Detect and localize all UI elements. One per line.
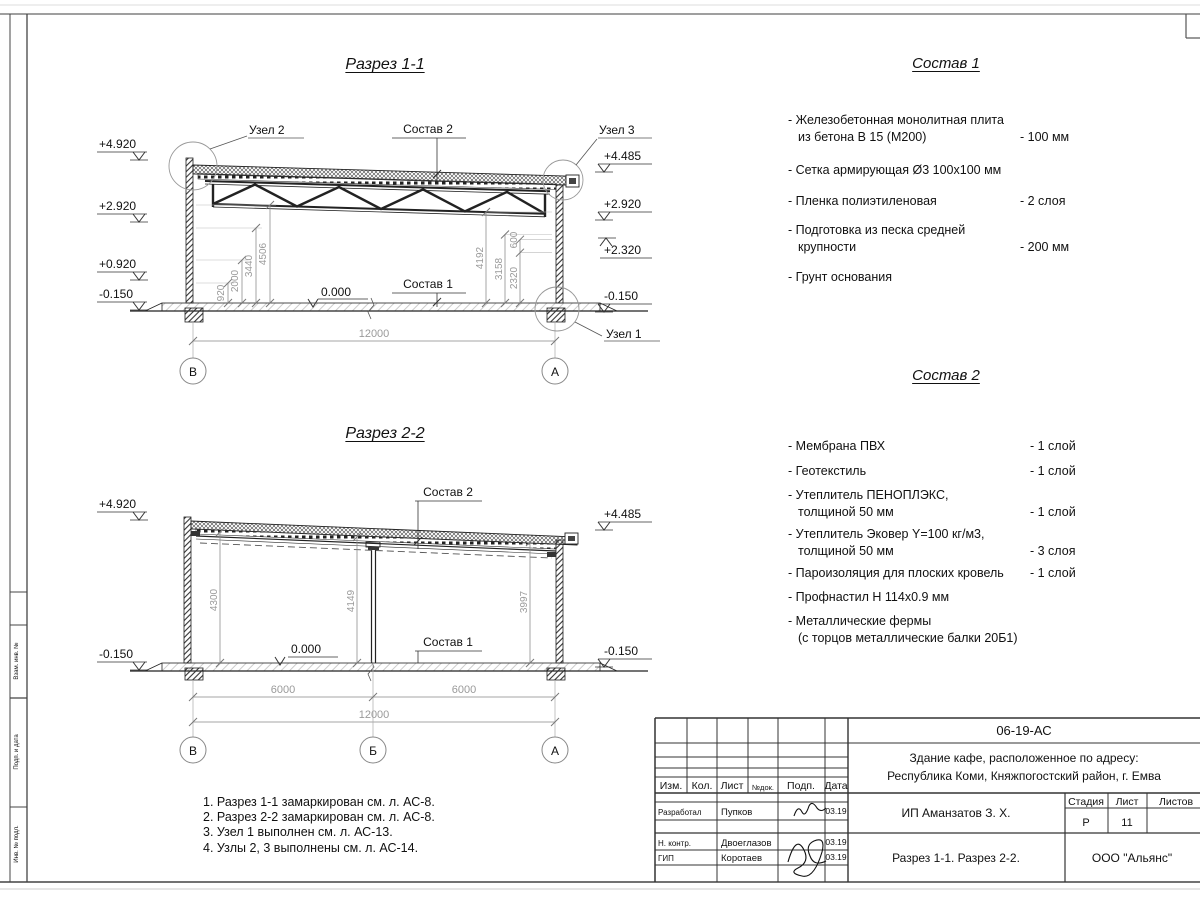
side-stamp-label: Взам. инв. № [14, 642, 20, 680]
material-name-line2: толщиной 50 мм [798, 544, 894, 558]
side-stamp-label: Подп. и дата [14, 734, 20, 770]
col-izm: Изм. [659, 780, 683, 792]
svg-text:+2.920: +2.920 [99, 199, 137, 213]
layer2-label: Состав 2 [403, 122, 453, 136]
column-left [184, 517, 191, 663]
svg-text:6000: 6000 [451, 684, 477, 696]
column-right [556, 185, 563, 303]
svg-text:-0.150: -0.150 [604, 644, 639, 658]
material-name: - Геотекстиль [788, 464, 867, 478]
svg-text:-0.150: -0.150 [604, 289, 639, 303]
footing-right [547, 308, 565, 322]
sheet-title: Разрез 1-1. Разрез 2-2. [892, 851, 1020, 865]
row-date: 03.19 [825, 806, 847, 816]
node1-label: Узел 1 [606, 327, 642, 341]
material-name: - Пленка полиэтиленовая [788, 194, 937, 208]
svg-text:2320: 2320 [509, 266, 520, 290]
svg-text:+4.485: +4.485 [604, 507, 642, 521]
material-name: - Утеплитель ПЕНОПЛЭКС, [788, 488, 949, 502]
node3-label: Узел 3 [599, 123, 635, 137]
composition1-list [788, 112, 1188, 286]
row-role: Разработал [658, 808, 702, 817]
row-name: Двоеглазов [721, 838, 772, 849]
svg-text:-0.150: -0.150 [99, 287, 134, 301]
col-data: Дата [824, 780, 848, 792]
svg-text:4149: 4149 [346, 589, 357, 613]
elevation-marks-2 [97, 497, 652, 670]
section-2-2-drawing [97, 485, 652, 763]
material-name-line2: крупности [798, 240, 857, 254]
row-role: ГИП [658, 854, 674, 863]
drawing-notes [203, 795, 543, 856]
svg-text:-0.150: -0.150 [99, 647, 134, 661]
layer-callouts-2 [275, 485, 482, 665]
svg-text:+2.920: +2.920 [604, 197, 642, 211]
material-name: - Подготовка из песка средней [788, 223, 966, 237]
floor-slab [162, 303, 600, 311]
material-name: - Металлические фермы [788, 614, 932, 628]
span-dims [189, 663, 559, 728]
axis-letter: Б [369, 744, 377, 758]
svg-text:+4.920: +4.920 [99, 137, 137, 151]
doc-number: 06-19-АС [996, 723, 1052, 738]
material-item [788, 112, 1188, 146]
svg-text:12000: 12000 [358, 328, 390, 340]
note-line: 2. Разрез 2-2 замаркирован см. л. АС-8. [203, 810, 435, 825]
elevation-marks-left-1 [97, 137, 148, 310]
floor-slab [162, 663, 600, 671]
svg-text:3440: 3440 [244, 254, 255, 278]
svg-text:2000: 2000 [230, 269, 241, 293]
svg-text:4192: 4192 [475, 246, 486, 270]
svg-text:600: 600 [509, 231, 520, 249]
material-qty: - 1 слой [1030, 566, 1076, 580]
material-name: - Сетка армирующая Ø3 100х100 мм [788, 163, 1002, 177]
material-name: - Железобетонная монолитная плита [788, 113, 1004, 127]
stage-label: Стадия [1068, 796, 1104, 808]
material-item [788, 193, 1188, 210]
composition1-title: Состав 1 [912, 55, 980, 72]
col-kol: Кол. [691, 780, 713, 792]
col-podp: Подп. [787, 780, 815, 792]
material-name: - Профнастил Н 114х0.9 мм [788, 590, 950, 604]
company: ООО "Альянс" [1091, 851, 1173, 865]
column-right [556, 540, 563, 663]
svg-text:12000: 12000 [358, 709, 390, 721]
layer1-label: Состав 1 [423, 635, 473, 649]
material-qty: - 100 мм [1020, 130, 1070, 144]
elevation-marks-right-1 [595, 149, 652, 312]
material-qty: - 2 слоя [1020, 194, 1066, 208]
svg-text:920: 920 [216, 284, 227, 302]
dim-total [189, 322, 559, 348]
signature [794, 803, 826, 816]
project-name-line2: Республика Коми, Княжпогостский район, г. Емва [887, 769, 1161, 783]
svg-text:6000: 6000 [270, 684, 296, 696]
note-line: 1. Разрез 1-1 замаркирован см. л. АС-8. [203, 795, 435, 809]
layer-callouts-1 [308, 122, 466, 307]
material-item [788, 162, 1188, 179]
material-qty: - 3 слоя [1030, 544, 1076, 558]
svg-text:+2.320: +2.320 [604, 243, 642, 257]
dim-chain-right [475, 208, 552, 307]
material-item [788, 269, 1188, 286]
footing-left [185, 308, 203, 322]
row-role: Н. контр. [658, 839, 692, 848]
note-line: 3. Узел 1 выполнен см. л. АС-13. [203, 825, 393, 840]
material-item [788, 565, 1188, 582]
material-item [788, 463, 1188, 480]
svg-text:3158: 3158 [494, 257, 505, 281]
footing-left [185, 668, 203, 680]
axis-bubbles-1 [180, 348, 568, 384]
svg-text:+4.920: +4.920 [99, 497, 137, 511]
material-name: - Пароизоляция для плоских кровель [788, 566, 1004, 580]
title-block [655, 718, 1200, 882]
signature [788, 840, 826, 876]
note-line: 4. Узлы 2, 3 выполнены см. л. АС-14. [203, 840, 419, 855]
section1-title: Разрез 1-1 [345, 56, 425, 73]
svg-text:4506: 4506 [258, 242, 269, 266]
stage-value: Р [1082, 817, 1090, 829]
project-name-line1: Здание кафе, расположенное по адресу: [909, 751, 1139, 765]
side-stamp [10, 592, 27, 863]
material-qty: - 1 слой [1030, 505, 1076, 519]
material-item [788, 613, 1188, 647]
material-item [788, 526, 1188, 560]
material-name-line2: (с торцов металлические балки 20Б1) [798, 631, 1018, 645]
layer1-label: Состав 1 [403, 277, 453, 291]
col-list: Лист [720, 780, 744, 792]
zero-level-label: 0.000 [321, 285, 352, 299]
svg-text:+4.485: +4.485 [604, 149, 642, 163]
row-name: Коротаев [721, 853, 763, 864]
footing-right [547, 668, 565, 680]
col-ndoc: №док. [752, 783, 774, 792]
material-item [788, 487, 1188, 521]
svg-text:4300: 4300 [209, 588, 220, 612]
node2-label: Узел 2 [249, 123, 285, 137]
row-date: 03.19 [825, 852, 847, 862]
material-name-line2: толщиной 50 мм [798, 505, 894, 519]
section2-title: Разрез 2-2 [345, 425, 425, 442]
zero-level-label: 0.000 [291, 642, 322, 656]
client: ИП Аманзатов З. Х. [901, 806, 1011, 820]
composition2-title: Состав 2 [912, 367, 980, 384]
composition2-list [788, 438, 1188, 647]
axis-letter: А [550, 365, 560, 379]
column-middle [366, 542, 380, 663]
axis-letter: В [188, 744, 198, 758]
material-name: - Утеплитель Эковер Y=100 кг/м3, [788, 527, 985, 541]
sheet-number: 11 [1121, 817, 1133, 829]
row-date: 03.19 [825, 837, 847, 847]
column-left [186, 158, 193, 303]
material-item [788, 438, 1188, 455]
material-qty: - 1 слой [1030, 464, 1076, 478]
axis-letter: А [550, 744, 560, 758]
sheets-label: Листов [1158, 796, 1194, 808]
axis-letter: В [188, 365, 198, 379]
material-qty: - 200 мм [1020, 240, 1070, 254]
layer2-label: Состав 2 [423, 485, 473, 499]
material-name: - Мембрана ПВХ [788, 439, 886, 453]
svg-text:3997: 3997 [519, 590, 530, 614]
material-name: - Грунт основания [788, 270, 893, 284]
dim-chain-left [196, 201, 276, 307]
svg-text:+0.920: +0.920 [99, 257, 137, 271]
sheet-label: Лист [1115, 796, 1139, 808]
material-item [788, 222, 1188, 256]
material-name-line2: из бетона В 15 (М200) [798, 130, 927, 144]
material-item [788, 589, 1188, 606]
section-1-1-drawing [97, 122, 660, 384]
material-qty: - 1 слой [1030, 439, 1076, 453]
side-stamp-label: Инв. № подл. [14, 825, 20, 863]
row-name: Пупков [721, 807, 753, 818]
